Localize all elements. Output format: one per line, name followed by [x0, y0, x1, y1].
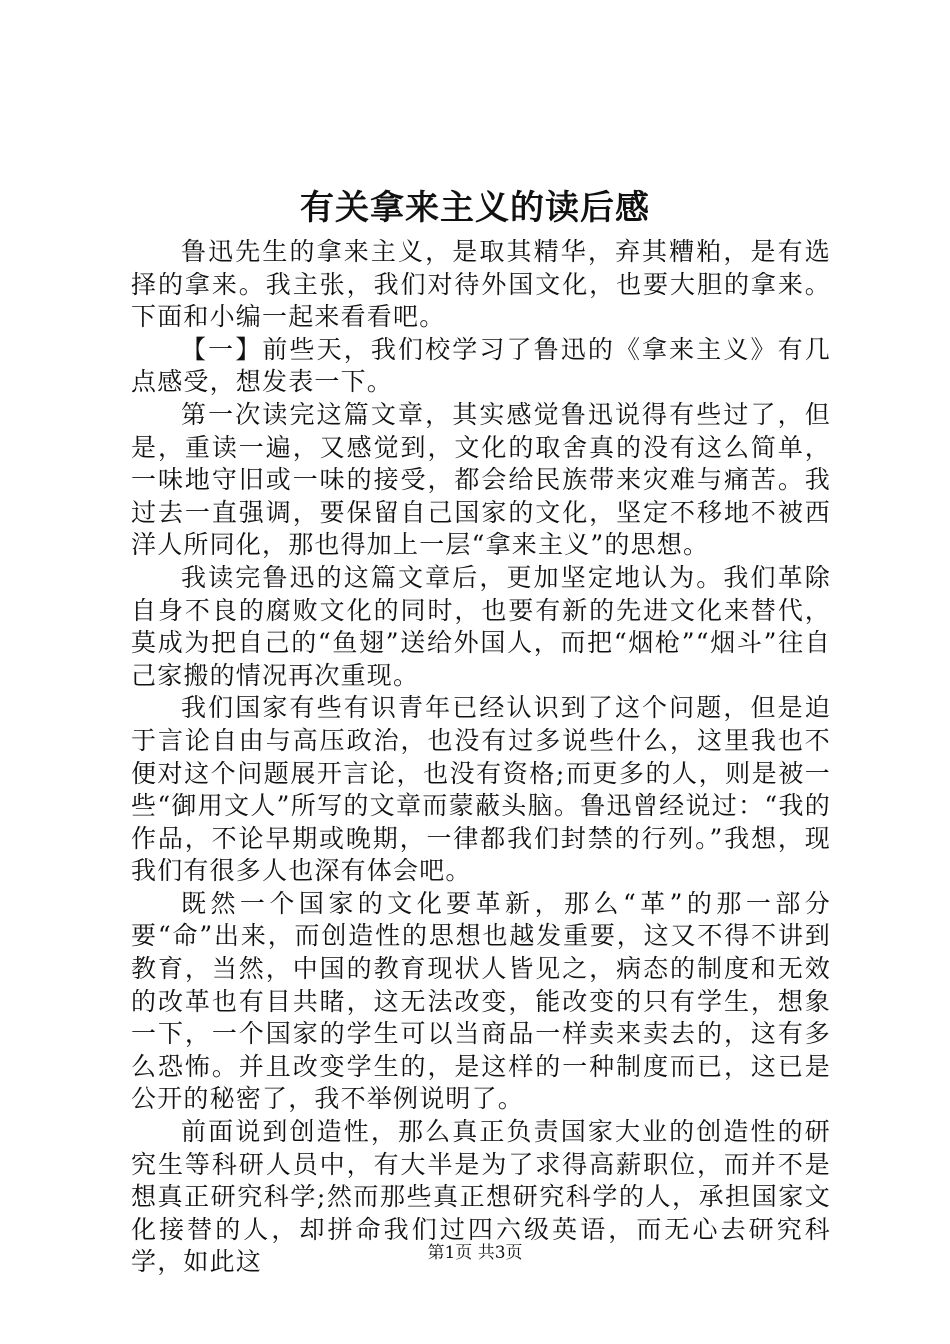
- paragraph-education: 既然一个国家的文化要革新，那么“革”的那一部分要“命”出来，而创造性的思想也越发重要，这又不得不讲到教育，当然，中国的教育现状人皆见之，病态的制度和无效的改革也有目共睹，这无法改变，能改变的只有学生，想象一下，一个国家的学生可以当商品一样卖来卖去的，这有多么恐怖。并且改变学生的，是这样的一种制度而已，这已是公开的秘密了，我不举例说明了。: [131, 888, 831, 1114]
- paragraph-youth: 我们国家有些有识青年已经认识到了这个问题，但是迫于言论自由与高压政治，也没有过多说些什么，这里我也不便对这个问题展开言论，也没有资格;而更多的人，则是被一些“御用文人”所写的文章而蒙蔽头脑。鲁迅曾经说过：“我的作品，不论早期或晚期，一律都我们封禁的行列。”我想，现我们有很多人也深有体会吧。: [131, 693, 831, 886]
- paragraph-conviction: 我读完鲁迅的这篇文章后，更加坚定地认为。我们革除自身不良的腐败文化的同时，也要有新的先进文化来替代，莫成为把自己的“鱼翅”送给外国人，而把“烟枪”“烟斗”往自己家搬的情况再次重现。: [131, 562, 831, 690]
- paragraph-intro: 鲁迅先生的拿来主义，是取其精华，弃其糟粕，是有选择的拿来。我主张，我们对待外国文化，也要大胆的拿来。下面和小编一起来看看吧。: [131, 237, 831, 332]
- document-body: [131, 236, 831, 1279]
- document-title: 有关拿来主义的读后感: [300, 188, 650, 228]
- paragraph-first-reading: 第一次读完这篇文章，其实感觉鲁迅说得有些过了，但是，重读一遍，又感觉到，文化的取舍真的没有这么简单，一味地守旧或一味的接受，都会给民族带来灾难与痛苦。我过去一直强调，要保留自己国家的文化，坚定不移地不被西洋人所同化，那也得加上一层“拿来主义”的思想。: [131, 399, 831, 560]
- paragraph-section-one: 【一】前些天，我们校学习了鲁迅的《拿来主义》有几点感受，想发表一下。: [131, 334, 831, 397]
- paragraph-creativity: 前面说到创造性，那么真正负责国家大业的创造性的研究生等科研人员中，有大半是为了求得高薪职位，而并不是想真正研究科学;然而那些真正想研究科学的人，承担国家文化接替的人，却拼命我们过四六级英语，而无心去研究科学，如此这: [131, 1117, 831, 1277]
- page-number-footer: 第1页 共3页: [427, 1243, 523, 1263]
